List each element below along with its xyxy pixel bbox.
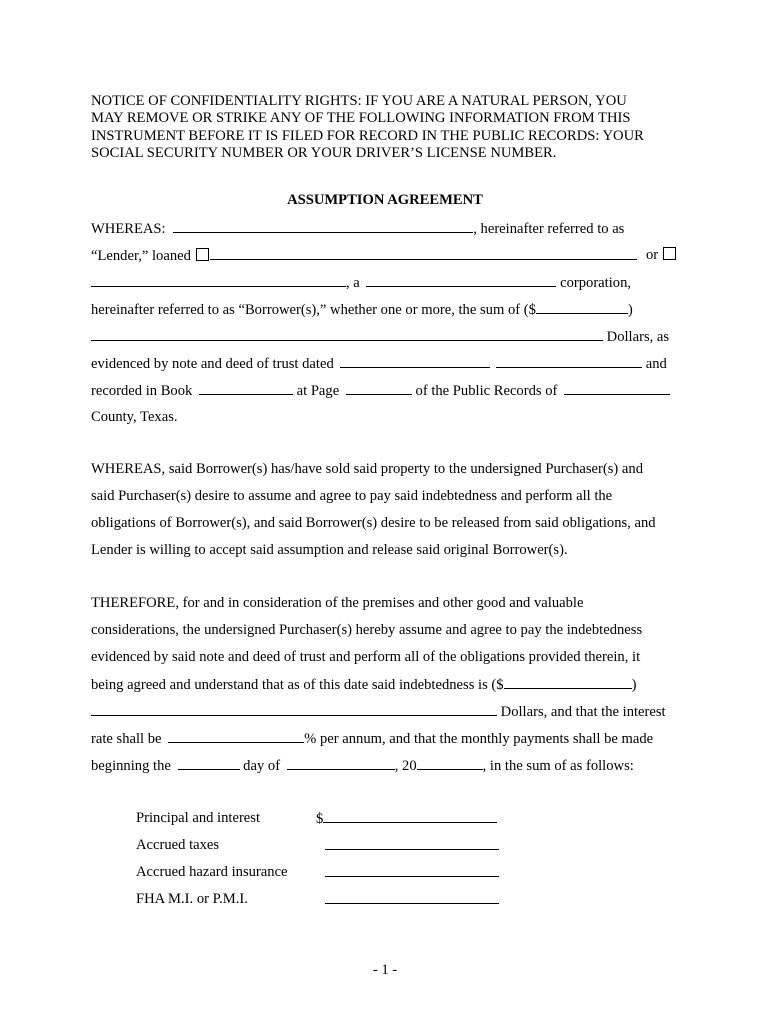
or-checkbox-group — [646, 246, 677, 264]
recorded-in-book-text: recorded in Book — [91, 383, 193, 399]
deed-year-field[interactable] — [496, 354, 642, 368]
indebtedness-line — [91, 675, 636, 694]
dollars-interest-text: Dollars, and that the interest — [500, 704, 666, 720]
payment-label: FHA M.I. or P.M.I. — [136, 891, 248, 907]
borrower-type-checkbox-1[interactable] — [196, 248, 209, 261]
book-field[interactable] — [199, 381, 293, 395]
dollars-as-text: Dollars, as — [606, 329, 670, 345]
being-agreed-text: being agreed and understand that as of this date said indebtedness is ($ — [91, 677, 504, 693]
para2-line: Lender is willing to accept said assumption and release said original Borrower(s). — [91, 542, 568, 558]
dollars-interest-line — [91, 702, 666, 721]
principal-interest-field[interactable] — [323, 809, 497, 823]
payment-label: Principal and interest — [136, 810, 261, 826]
whereas-label: WHEREAS: — [91, 221, 166, 237]
comma-20-text: , 20 — [394, 758, 417, 774]
page-field[interactable] — [346, 381, 412, 395]
para3-line: evidenced by said note and deed of trust and perform all of the obligations provided therein, it — [91, 649, 641, 665]
notice-line: MAY REMOVE OR STRIKE ANY OF THE FOLLOWING INFORMATION FROM THIS — [91, 110, 631, 127]
para2-line: WHEREAS, said Borrower(s) has/have sold said property to the undersigned Purchaser(s) and — [91, 461, 643, 477]
hazard-insurance-field[interactable] — [325, 863, 499, 877]
year-field[interactable] — [417, 756, 483, 770]
confidentiality-notice — [91, 93, 691, 163]
close-paren: ) — [631, 677, 637, 693]
in-the-sum-text: , in the sum of as follows: — [482, 758, 634, 774]
payment-amount-row — [325, 863, 499, 882]
indebtedness-words-field[interactable] — [91, 702, 497, 716]
state-field[interactable] — [366, 273, 556, 287]
notice-line: NOTICE OF CONFIDENTIALITY RIGHTS: IF YOU ARE A NATURAL PERSON, YOU — [91, 93, 627, 109]
rate-line — [91, 729, 653, 748]
payment-amount-row — [316, 809, 497, 828]
fha-mi-field[interactable] — [325, 890, 499, 904]
comma-a-text: , a — [346, 275, 360, 291]
beginning-line — [91, 756, 634, 775]
dollar-sign: $ — [316, 811, 324, 827]
para2-line: said Purchaser(s) desire to assume and agree to pay said indebtedness and perform all the — [91, 488, 613, 504]
lender-name-field[interactable] — [173, 219, 473, 233]
borrowers-sum-text: hereinafter referred to as “Borrower(s),” whether one or more, the sum of ($ — [91, 302, 536, 318]
lender-loaned-text: “Lender,” loaned — [91, 248, 191, 264]
payment-label: Accrued taxes — [136, 837, 220, 853]
indebtedness-amount-field[interactable] — [504, 675, 632, 689]
corporation-text: corporation, — [560, 275, 632, 291]
loan-sum-words-field[interactable] — [91, 327, 603, 341]
recorded-line — [91, 381, 670, 400]
borrower-name-field-2[interactable] — [91, 273, 346, 287]
day-of-text: day of — [243, 758, 281, 774]
corporation-line — [91, 273, 631, 292]
per-annum-text: % per annum, and that the monthly payments shall be made — [304, 731, 654, 747]
lender-loaned-line — [91, 246, 678, 265]
and-text: and — [645, 356, 667, 372]
borrowers-sum-line — [91, 300, 633, 319]
beginning-the-text: beginning the — [91, 758, 171, 774]
para3-line: THEREFORE, for and in consideration of the premises and other good and valuable — [91, 595, 584, 611]
accrued-taxes-field[interactable] — [325, 836, 499, 850]
borrower-name-field[interactable] — [210, 246, 637, 260]
payment-amount-row — [325, 890, 499, 909]
rate-shall-be-text: rate shall be — [91, 731, 162, 747]
of-public-records-text: of the Public Records of — [415, 383, 558, 399]
interest-rate-field[interactable] — [168, 729, 304, 743]
loan-sum-field[interactable] — [536, 300, 628, 314]
evidenced-text: evidenced by note and deed of trust dated — [91, 356, 334, 372]
or-text: or — [646, 247, 659, 263]
month-field[interactable] — [287, 756, 395, 770]
day-field[interactable] — [178, 756, 240, 770]
notice-line: SOCIAL SECURITY NUMBER OR YOUR DRIVER’S LICENSE NUMBER. — [91, 145, 557, 162]
whereas-lender-line — [91, 219, 624, 238]
payment-amount-row — [325, 836, 499, 855]
document-title: ASSUMPTION AGREEMENT — [287, 192, 483, 208]
county-line: County, Texas. — [91, 409, 178, 425]
para2-line: obligations of Borrower(s), and said Borrower(s) desire to be released from said obligations, and — [91, 515, 656, 531]
para3-line: considerations, the undersigned Purchaser(s) hereby assume and agree to pay the indebtedness — [91, 622, 643, 638]
payment-label: Accrued hazard insurance — [136, 864, 288, 880]
page-number: - 1 - — [372, 962, 398, 978]
dollars-line — [91, 327, 669, 346]
at-page-text: at Page — [296, 383, 340, 399]
close-paren: ) — [627, 302, 633, 318]
notice-line: INSTRUMENT BEFORE IT IS FILED FOR RECORD IN THE PUBLIC RECORDS: YOUR — [91, 127, 644, 144]
hereinafter-lender-text: , hereinafter referred to as — [473, 221, 625, 237]
county-field[interactable] — [564, 381, 670, 395]
evidenced-line — [91, 354, 667, 373]
borrower-type-checkbox-2[interactable] — [663, 247, 676, 260]
deed-date-field[interactable] — [340, 354, 490, 368]
